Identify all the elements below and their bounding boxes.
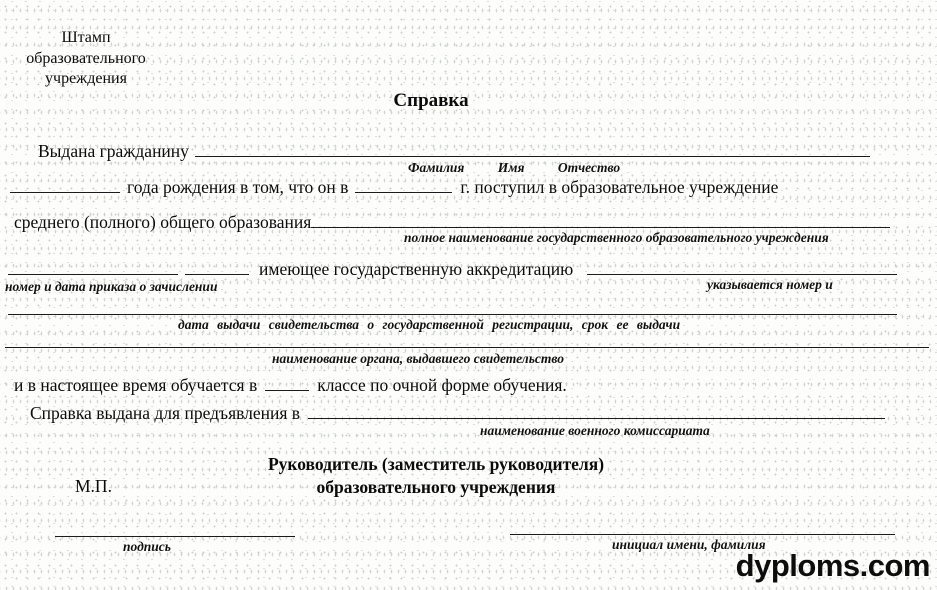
- accreditation-number-blank: [587, 273, 897, 275]
- school-name-blank: [311, 226, 890, 228]
- fio-hint: Фамилия Имя Отчество: [408, 160, 621, 175]
- issued-to-label: Выдана гражданину: [38, 141, 189, 161]
- birth-text: года рождения в том, что он в: [127, 177, 349, 197]
- signature-hint: подпись: [123, 539, 171, 554]
- institution-stamp-note: [5, 28, 167, 90]
- seal-place-label: М.П.: [75, 476, 112, 496]
- signature-blank: [55, 522, 295, 537]
- accreditation-text: имеющее государственную аккредитацию: [259, 259, 574, 279]
- name-hint: инициал имени, фамилия: [612, 537, 766, 552]
- registration-hint: дата выдачи свидетельства о государственной регистрации, срок ее выдачи: [178, 317, 681, 332]
- studies-after-text: классе по очной форме обучения.: [317, 375, 567, 395]
- registration-blank: [8, 300, 897, 315]
- order-number-blank: [8, 273, 178, 275]
- head-title-line2: образовательного учреждения: [316, 477, 556, 497]
- number-hint: указывается номер и: [707, 277, 833, 292]
- name-blank: [510, 520, 895, 535]
- studies-row: [14, 374, 567, 396]
- head-title-line1: Руководитель (заместитель руководителя): [267, 454, 605, 474]
- citizen-name-blank: [195, 155, 870, 157]
- studies-before-text: и в настоящее время обучается в: [14, 375, 258, 395]
- authority-hint: наименование органа, выдавшего свидетельство: [272, 351, 564, 366]
- stamp-line-2: образовательного: [26, 49, 146, 67]
- school-hint: полное наименование государственного образовательного учреждения: [404, 230, 829, 245]
- issued-to-row: [38, 140, 870, 162]
- class-blank: [265, 389, 309, 391]
- document-title: Справка: [393, 90, 469, 111]
- head-title: [0, 453, 872, 499]
- authority-blank: [5, 333, 929, 348]
- commissariat-blank: [308, 417, 885, 419]
- education-text: среднего (полного) общего образования: [14, 212, 312, 232]
- presented-row: [30, 402, 885, 424]
- enroll-year-blank: [355, 191, 452, 193]
- stamp-line-3: учреждения: [45, 70, 127, 87]
- order-hint: номер и дата приказа о зачислении: [5, 279, 218, 294]
- presented-text: Справка выдана для предъявления в: [30, 403, 301, 423]
- commissariat-hint: наименование военного комиссариата: [480, 423, 710, 438]
- birth-year-blank: [10, 191, 120, 193]
- enrolled-text: г. поступил в образовательное учреждение: [460, 177, 779, 197]
- order-date-blank: [185, 273, 249, 275]
- birth-enrolled-row: [10, 176, 898, 198]
- site-watermark: dyploms.com: [735, 548, 930, 583]
- stamp-line-1: Штамп: [61, 29, 111, 46]
